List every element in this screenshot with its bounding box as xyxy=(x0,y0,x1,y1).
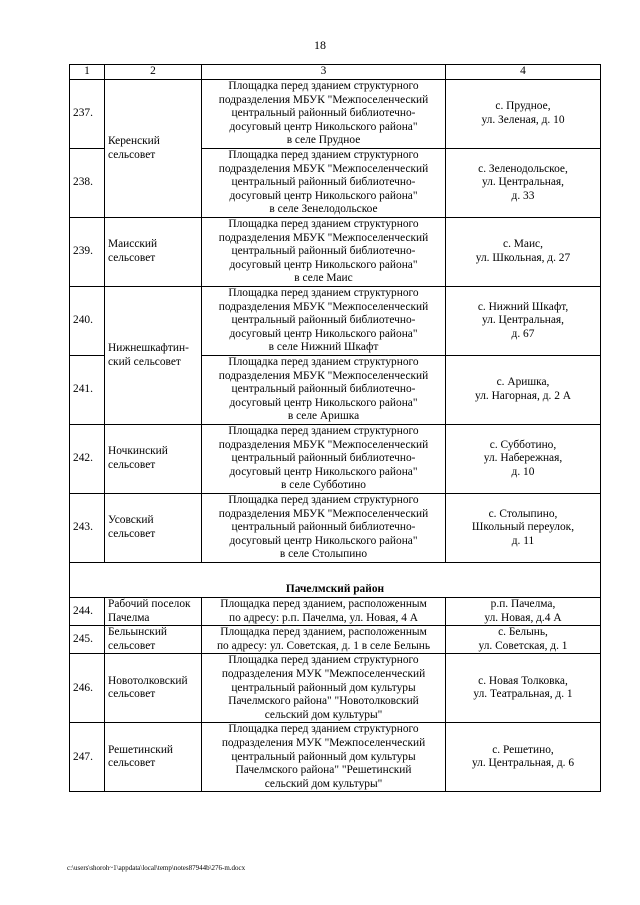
row-number: 239. xyxy=(70,218,105,287)
district-line: сельсовет xyxy=(108,459,156,471)
venue-line: в селе Субботино xyxy=(281,479,366,492)
district-line: сельсовет xyxy=(108,528,156,540)
venue-line: досуговый центр Никольского района" xyxy=(229,258,418,271)
table-row xyxy=(70,218,601,287)
venue-line: центральный районный библиотечно- xyxy=(231,107,416,120)
district-line: сельсовет xyxy=(108,148,156,161)
address-cell xyxy=(446,287,601,356)
address-line: ул. Центральная, xyxy=(481,314,565,327)
venue-line: Площадка перед зданием, расположенным xyxy=(220,598,427,610)
row-number: 241. xyxy=(70,356,105,425)
address-line: ул. Центральная, д. 6 xyxy=(471,757,575,770)
venue-cell xyxy=(202,356,446,425)
venue-line: по адресу: р.п. Пачелма, ул. Новая, 4 А xyxy=(229,611,418,624)
address-line: с. Белынь, xyxy=(498,626,548,639)
district-cell xyxy=(105,598,202,626)
venue-line: подразделения МБУК "Межпоселенческий xyxy=(218,231,429,244)
row-number: 242. xyxy=(70,425,105,494)
venue-line: Площадка перед зданием структурного xyxy=(228,149,419,162)
district-line: сельсовет xyxy=(108,639,156,652)
venue-line: подразделения МУК "Межпоселенческий xyxy=(221,736,426,749)
section-header-row xyxy=(70,583,601,598)
venue-line: в селе Прудное xyxy=(286,134,361,147)
address-cell xyxy=(446,425,601,494)
district-line: Ночкинский xyxy=(108,445,168,458)
address-cell xyxy=(446,626,601,654)
district-cell xyxy=(105,80,202,218)
venue-line: досуговый центр Никольского района" xyxy=(229,534,418,547)
venue-cell xyxy=(202,654,446,723)
footer-file-path: c:\users\shoroh~1\appdata\local\temp\notes87944b\276-m.docx xyxy=(67,864,246,872)
venue-line: центральный районный библиотечно- xyxy=(231,176,416,189)
row-number: 247. xyxy=(70,723,105,792)
venue-line: подразделения МБУК "Межпоселенческий xyxy=(218,162,429,175)
district-line: Решетинский xyxy=(108,743,174,756)
venue-cell xyxy=(202,598,446,626)
address-line: р.п. Пачелма, xyxy=(490,598,556,610)
address-cell xyxy=(446,149,601,218)
table-row xyxy=(70,494,601,563)
address-line: ул. Советская, д. 1 xyxy=(478,639,568,652)
column-header: 4 xyxy=(446,65,601,80)
address-line: ул. Новая, д.4 А xyxy=(484,611,562,624)
district-line: Пачелма xyxy=(108,611,150,624)
venue-line: Площадка перед зданием структурного xyxy=(228,494,419,507)
address-line: ул. Зеленая, д. 10 xyxy=(481,114,565,126)
district-line: Рабочий поселок xyxy=(108,598,191,610)
venue-line: сельский дом культуры" xyxy=(264,777,383,790)
address-cell xyxy=(446,494,601,563)
table-row xyxy=(70,287,601,356)
district-line: Новотолковский xyxy=(108,674,188,687)
address-line: д. 11 xyxy=(511,534,535,547)
address-cell xyxy=(446,80,601,149)
address-line: с. Нижний Шкафт, xyxy=(477,300,569,313)
section-title: Пачелмский район xyxy=(70,583,601,598)
venue-line: Площадка перед зданием структурного xyxy=(228,654,419,667)
venue-line: Площадка перед зданием структурного xyxy=(228,80,419,93)
venue-cell xyxy=(202,494,446,563)
district-cell xyxy=(105,654,202,723)
row-number: 240. xyxy=(70,287,105,356)
venue-line: в селе Маис xyxy=(294,272,353,285)
district-cell xyxy=(105,218,202,287)
venue-line: центральный районный дом культуры xyxy=(231,681,416,694)
address-line: с. Столыпино, xyxy=(488,507,558,520)
address-line: ул. Набережная, xyxy=(483,452,563,465)
venue-line: досуговый центр Никольского района" xyxy=(229,465,418,478)
venue-line: Пачелмского района" "Новотолковский xyxy=(228,695,419,708)
venue-cell xyxy=(202,425,446,494)
venue-line: Площадка перед зданием, расположенным xyxy=(220,626,427,639)
district-line: сельсовет xyxy=(108,252,156,264)
venue-line: подразделения МУК "Межпоселенческий xyxy=(221,667,426,680)
row-number: 244. xyxy=(70,598,105,626)
address-line: ул. Театральная, д. 1 xyxy=(473,688,573,701)
district-line: Усовский xyxy=(108,514,154,527)
venue-line: в селе Зенелодольское xyxy=(269,203,378,216)
venue-line: в селе Аришка xyxy=(287,410,360,423)
table-row xyxy=(70,598,601,626)
address-line: с. Прудное, xyxy=(495,100,551,113)
address-line: ул. Школьная, д. 27 xyxy=(475,252,571,264)
address-line: с. Новая Толковка, xyxy=(478,674,568,687)
row-number: 246. xyxy=(70,654,105,723)
address-line: д. 33 xyxy=(511,189,535,202)
address-line: с. Зеленодольское, xyxy=(478,162,568,175)
address-line: с. Решетино, xyxy=(492,743,554,756)
venue-line: центральный районный библиотечно- xyxy=(231,314,416,327)
address-line: ул. Нагорная, д. 2 А xyxy=(475,390,571,402)
table-row xyxy=(70,723,601,792)
table-row xyxy=(70,80,601,149)
venue-line: досуговый центр Никольского района" xyxy=(229,120,418,133)
section-spacer-row xyxy=(70,563,601,584)
address-line: с. Маис, xyxy=(503,238,543,251)
address-line: Школьный переулок, xyxy=(471,521,575,534)
district-cell xyxy=(105,494,202,563)
row-number: 237. xyxy=(70,80,105,149)
venue-line: подразделения МБУК "Межпоселенческий xyxy=(218,369,429,382)
venue-line: Площадка перед зданием структурного xyxy=(228,287,419,300)
venue-line: Площадка перед зданием структурного xyxy=(228,356,419,369)
address-cell xyxy=(446,654,601,723)
venue-line: в селе Нижний Шкафт xyxy=(268,341,379,354)
district-line: Маисский xyxy=(108,238,158,251)
venue-line: досуговый центр Никольского района" xyxy=(229,189,418,202)
address-line: д. 67 xyxy=(511,327,535,340)
venue-line: Площадка перед зданием структурного xyxy=(228,218,419,231)
venue-line: центральный районный дом культуры xyxy=(231,750,416,763)
address-line: с. Аришка, xyxy=(496,376,550,389)
district-line: сельсовет xyxy=(108,688,156,701)
venue-line: центральный районный библиотечно- xyxy=(231,521,416,534)
row-number: 243. xyxy=(70,494,105,563)
address-line: ул. Центральная, xyxy=(481,176,565,189)
address-cell xyxy=(446,723,601,792)
address-line: с. Субботино, xyxy=(489,438,557,451)
venue-line: подразделения МБУК "Межпоселенческий xyxy=(218,300,429,313)
section-spacer xyxy=(70,563,601,584)
venue-line: подразделения МБУК "Межпоселенческий xyxy=(218,507,429,520)
venue-line: центральный районный библиотечно- xyxy=(231,383,416,396)
venue-line: досуговый центр Никольского района" xyxy=(229,396,418,409)
district-cell xyxy=(105,723,202,792)
venue-line: подразделения МБУК "Межпоселенческий xyxy=(218,93,429,106)
district-line: Бельынский xyxy=(108,626,168,639)
venue-line: Площадка перед зданием структурного xyxy=(228,425,419,438)
venue-line: досуговый центр Никольского района" xyxy=(229,327,418,340)
venue-cell xyxy=(202,723,446,792)
district-line: ский сельсовет xyxy=(108,355,181,368)
venue-cell xyxy=(202,80,446,149)
district-line: сельсовет xyxy=(108,757,156,770)
venue-cell xyxy=(202,218,446,287)
address-cell xyxy=(446,356,601,425)
district-cell xyxy=(105,425,202,494)
venue-line: Пачелмского района" "Решетинский xyxy=(235,764,412,777)
address-line: д. 10 xyxy=(511,465,535,478)
venue-line: центральный районный библиотечно- xyxy=(231,245,416,258)
address-cell xyxy=(446,598,601,626)
venue-line: центральный районный библиотечно- xyxy=(231,452,416,465)
venue-line: сельский дом культуры" xyxy=(264,708,383,721)
column-header: 2 xyxy=(105,65,202,80)
district-cell xyxy=(105,626,202,654)
column-header: 1 xyxy=(70,65,105,80)
venue-line: в селе Столыпино xyxy=(279,548,368,561)
address-cell xyxy=(446,218,601,287)
table-row xyxy=(70,654,601,723)
venues-table xyxy=(69,64,601,792)
venue-cell xyxy=(202,287,446,356)
district-line: Керенский xyxy=(108,134,160,147)
table-row xyxy=(70,626,601,654)
venue-line: Площадка перед зданием структурного xyxy=(228,723,419,736)
venue-line: подразделения МБУК "Межпоселенческий xyxy=(218,438,429,451)
venue-cell xyxy=(202,626,446,654)
table-header-row xyxy=(70,65,601,80)
row-number: 238. xyxy=(70,149,105,218)
district-line: Нижнешкафтин- xyxy=(108,341,189,354)
column-header: 3 xyxy=(202,65,446,80)
row-number: 245. xyxy=(70,626,105,654)
district-cell xyxy=(105,287,202,425)
venue-cell xyxy=(202,149,446,218)
venue-line: по адресу: ул. Советская, д. 1 в селе Белынь xyxy=(216,639,431,652)
page-number: 18 xyxy=(314,38,326,52)
table-row xyxy=(70,425,601,494)
